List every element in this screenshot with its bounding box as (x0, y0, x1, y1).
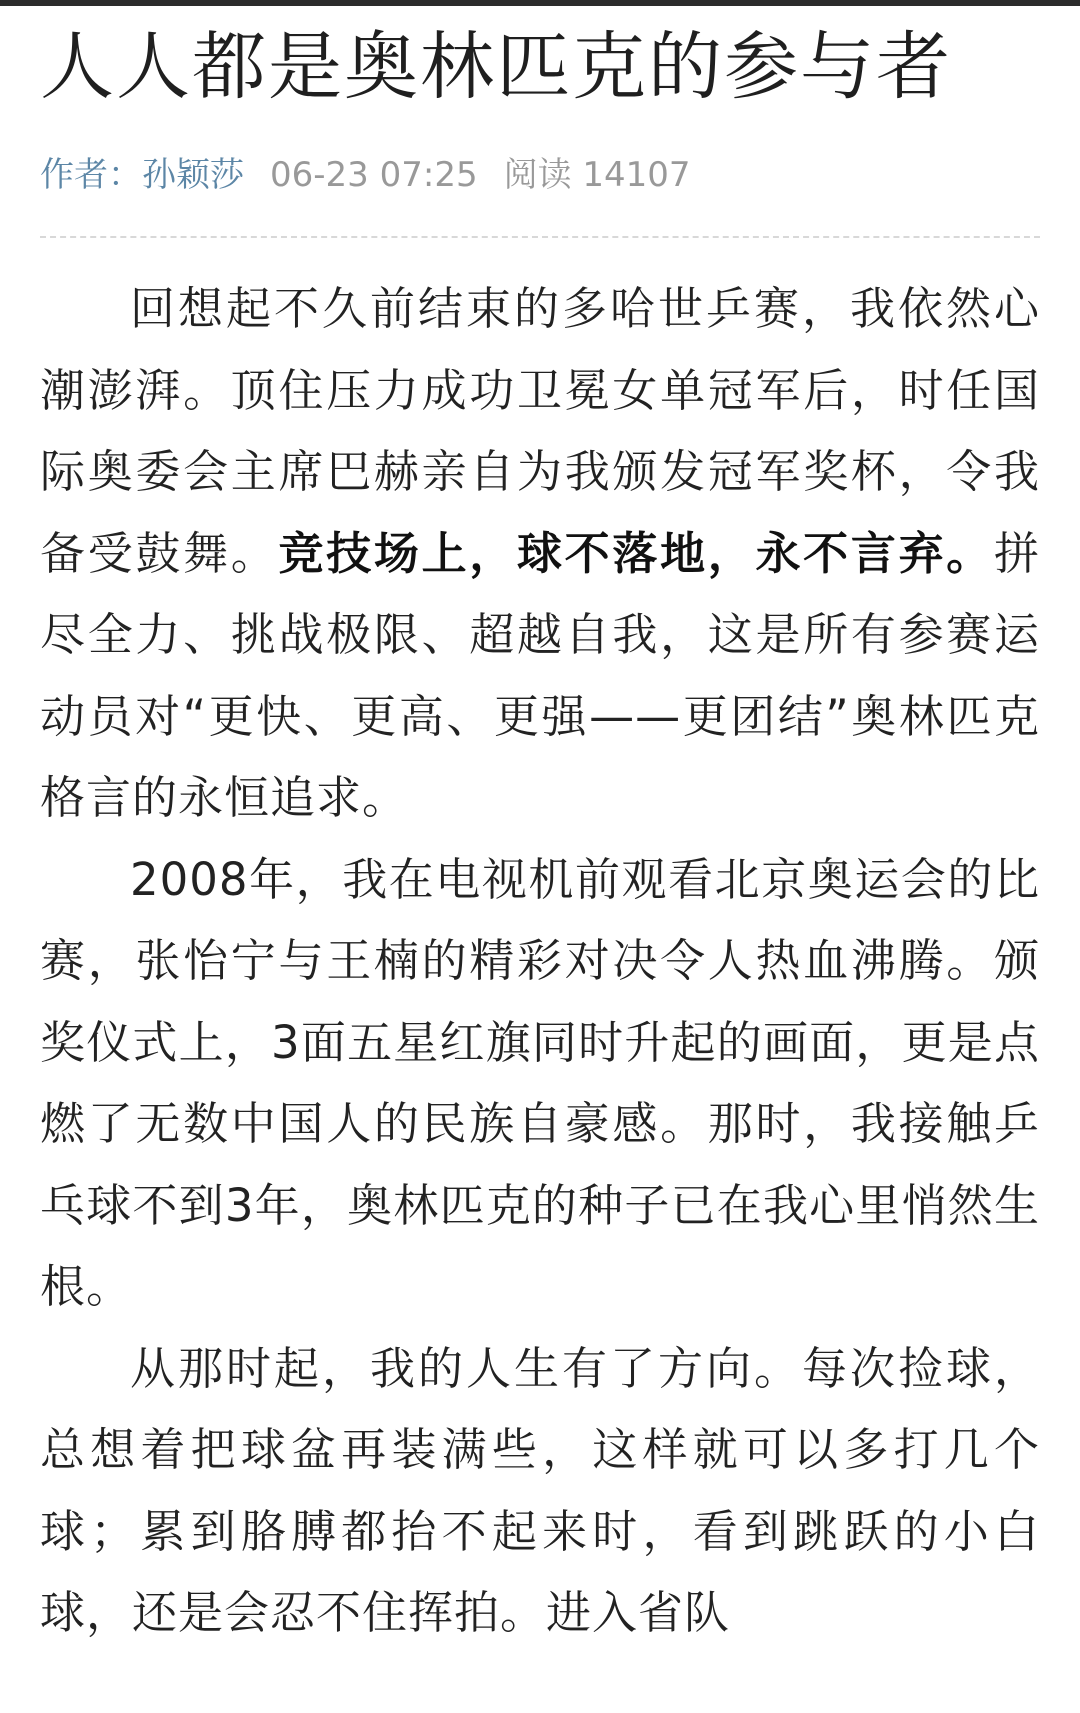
article-title: 人人都是奥林匹克的参与者 (40, 24, 952, 110)
publish-time: 06-23 07:25 (270, 155, 478, 195)
author-prefix: 作者： (40, 155, 142, 195)
paragraph-1-text-after: 拼尽全力、挑战极限、超越自我，这是所有参赛运动员对“更快、更高、更强——更团结”奥林匹克格言的永恒追求。 (40, 526, 1040, 824)
paragraph-1-bold-text: 竞技场上，球不落地，永不言弃。 (278, 526, 994, 580)
paragraph-1-text-before: 回想起不久前结束的多哈世乒赛，我依然心潮澎湃。顶住压力成功卫冕女单冠军后，时任国际奥委会主席巴赫亲自为我颁发冠军奖杯，令我备受鼓舞。 (40, 282, 1040, 580)
paragraph-2: 2008年，我在电视机前观看北京奥运会的比赛，张怡宁与王楠的精彩对决令人热血沸腾。颁奖仪式上，3面五星红旗同时升起的画面，更是点燃了无数中国人的民族自豪感。那时，我接触乒乓球不到3年，奥林匹克的种子已在我心里悄然生根。 (40, 852, 1040, 1313)
article-body (40, 268, 1040, 1654)
read-label: 阅读 (503, 155, 572, 195)
paragraph-3: 从那时起，我的人生有了方向。每次捡球，总想着把球盆再装满些，这样就可以多打几个球；累到胳膊都抬不起来时，看到跳跃的小白球，还是会忍不住挥拍。进入省队 (40, 1341, 1040, 1639)
article-meta (40, 152, 1040, 198)
meta-divider (40, 236, 1040, 238)
article (40, 18, 1040, 1654)
top-edge-strip (0, 0, 1080, 6)
paragraph-1 (40, 268, 1040, 839)
read-count: 14107 (582, 155, 691, 195)
author-name-link[interactable]: 孙颖莎 (142, 155, 244, 195)
